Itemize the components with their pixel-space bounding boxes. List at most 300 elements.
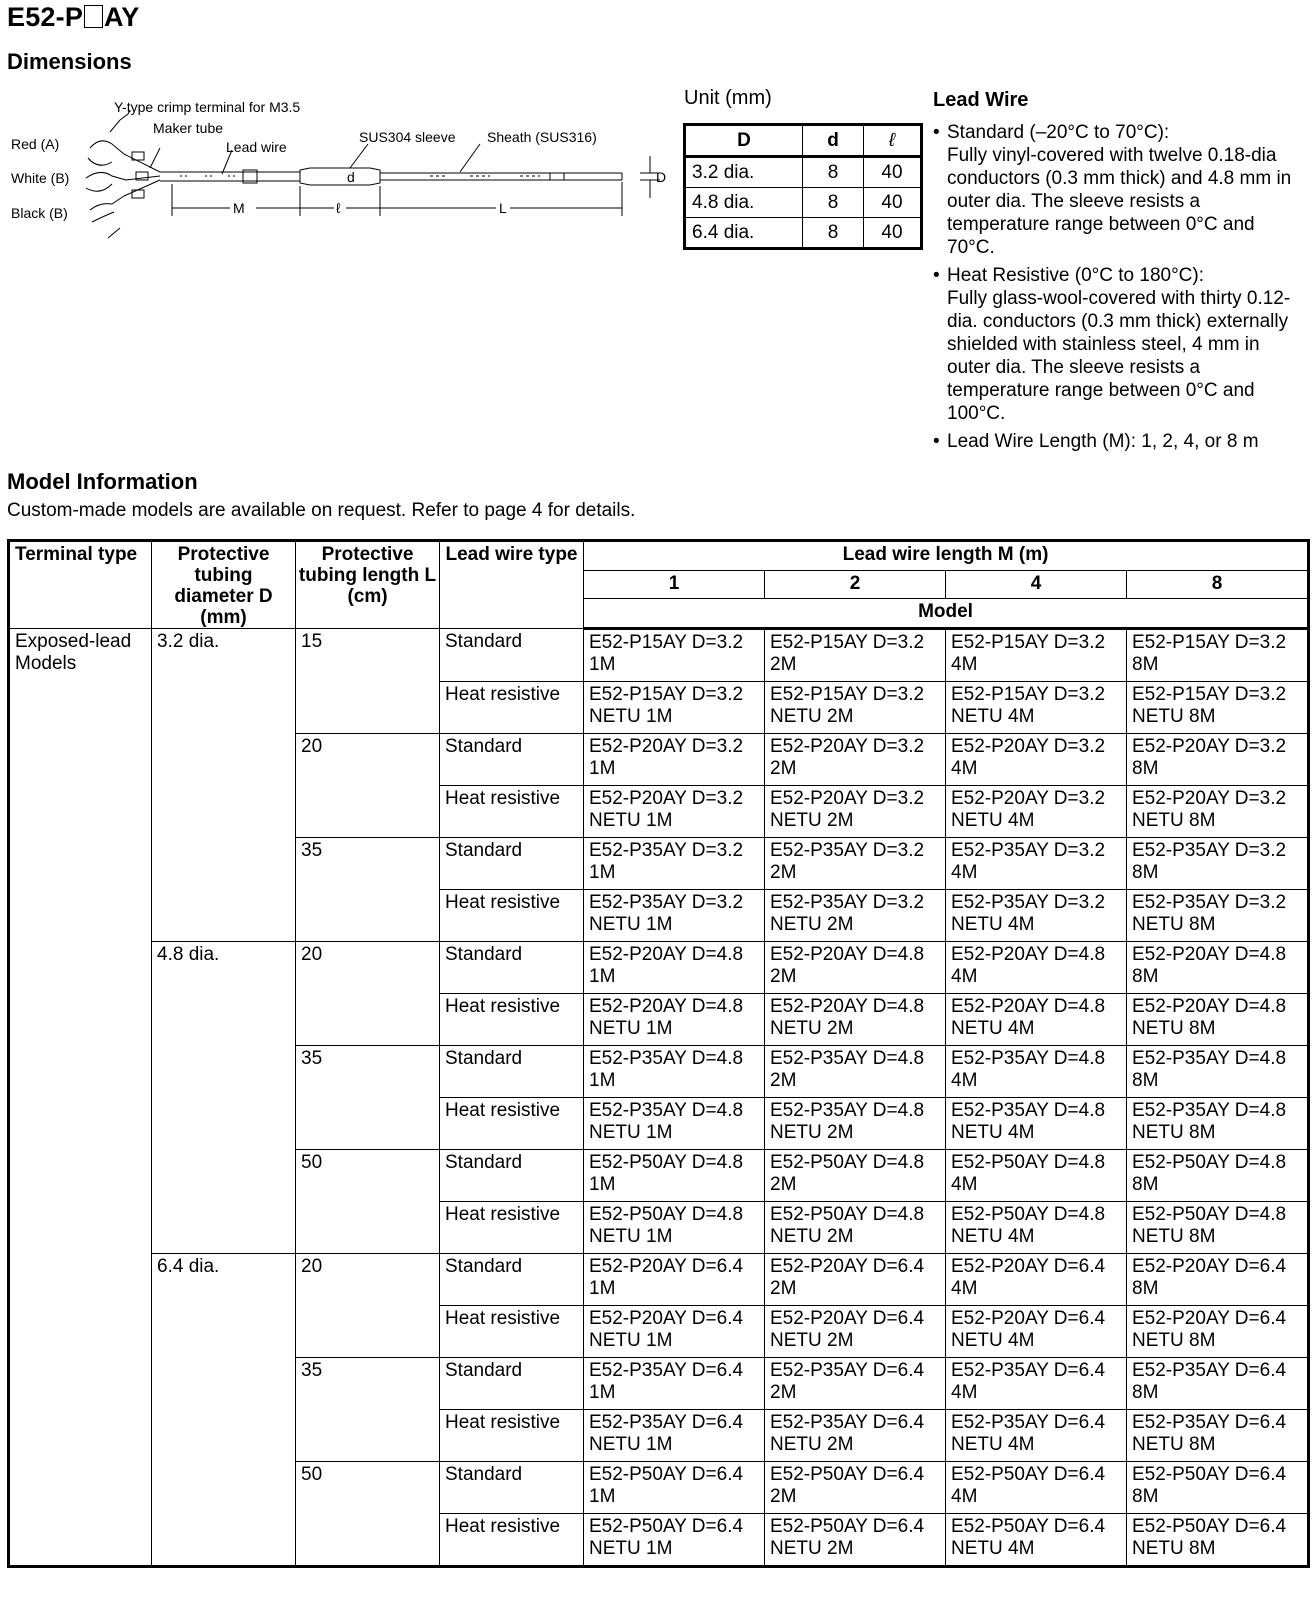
header-model: Model [584, 599, 1309, 629]
model-cell [946, 629, 1127, 682]
model-cell [584, 629, 765, 682]
model-code-line: E52-P20AY D=3.2 [951, 788, 1106, 809]
model-code-line: E52-P20AY D=3.2 [951, 736, 1106, 757]
model-suffix-line: NETU 8M [1132, 1538, 1216, 1559]
dim-d-label: d [347, 169, 355, 185]
model-code-line: E52-P50AY D=6.4 [589, 1464, 744, 1485]
model-suffix-line: NETU 4M [951, 706, 1035, 727]
model-cell [765, 1410, 946, 1462]
model-cell [1127, 1306, 1309, 1358]
model-suffix-line: NETU 1M [589, 914, 673, 935]
wire-type-cell: Standard [440, 734, 584, 786]
length-cell: 50 [296, 1462, 440, 1567]
diameter-cell: 6.4 dia. [152, 1254, 296, 1567]
model-suffix-line: 8M [1132, 966, 1159, 987]
model-suffix-line: NETU 8M [1132, 1226, 1216, 1247]
length-cell: 35 [296, 1358, 440, 1462]
model-code-line: E52-P20AY D=4.8 [770, 996, 925, 1017]
terminal-black-icon [90, 196, 124, 210]
model-suffix-line: 8M [1132, 1070, 1159, 1091]
model-cell [946, 890, 1127, 942]
table-row [9, 942, 1309, 994]
dim-bigL-label: L [499, 200, 507, 216]
model-suffix-line: 1M [589, 1486, 616, 1507]
model-suffix-line: NETU 8M [1132, 1122, 1216, 1143]
model-suffix-line: NETU 8M [1132, 1434, 1216, 1455]
model-code-line: E52-P20AY D=3.2 [770, 788, 925, 809]
model-cell [584, 734, 765, 786]
model-code-line: E52-P50AY D=4.8 [589, 1152, 744, 1173]
wire-type-cell: Standard [440, 1358, 584, 1410]
model-cell [584, 1514, 765, 1567]
header-terminal-type: Terminal type [9, 541, 152, 629]
model-suffix-line: NETU 2M [770, 1018, 854, 1039]
label-sheath: Sheath (SUS316) [487, 129, 597, 145]
dimension-table [683, 123, 923, 250]
model-suffix-line: NETU 8M [1132, 706, 1216, 727]
model-cell [1127, 890, 1309, 942]
model-cell [946, 1254, 1127, 1306]
diameter-cell: 4.8 dia. [152, 942, 296, 1254]
model-code-line: E52-P50AY D=6.4 [770, 1464, 925, 1485]
model-cell [765, 890, 946, 942]
model-suffix-line: NETU 8M [1132, 1018, 1216, 1039]
header-length-8: 8 [1127, 570, 1309, 599]
model-cell [765, 1254, 946, 1306]
model-cell [584, 1150, 765, 1202]
model-suffix-line: 1M [589, 1174, 616, 1195]
model-suffix-line: NETU 8M [1132, 1330, 1216, 1351]
model-suffix-line: 2M [770, 758, 797, 779]
lead-wire-heading: Lead Wire [933, 89, 1029, 111]
model-code-line: E52-P50AY D=6.4 [589, 1516, 744, 1537]
model-code-line: E52-P50AY D=4.8 [589, 1204, 744, 1225]
model-cell [946, 1306, 1127, 1358]
dim-cell: 6.4 dia. [685, 218, 803, 249]
header-length-2: 2 [765, 570, 946, 599]
model-cell [1127, 1462, 1309, 1514]
wire-type-cell: Standard [440, 838, 584, 890]
model-suffix-line: 8M [1132, 1486, 1159, 1507]
model-suffix-line: 8M [1132, 862, 1159, 883]
placeholder-box-icon [84, 5, 103, 28]
model-cell [584, 1046, 765, 1098]
terminal-type-cell: Exposed-lead Models [9, 629, 152, 1567]
model-suffix-line: 4M [951, 1278, 978, 1299]
model-suffix-line: NETU 4M [951, 810, 1035, 831]
model-cell [1127, 1514, 1309, 1567]
model-code-line: E52-P35AY D=4.8 [770, 1100, 925, 1121]
model-code-line: E52-P35AY D=6.4 [589, 1412, 744, 1433]
model-cell [765, 1098, 946, 1150]
length-cell: 50 [296, 1150, 440, 1254]
model-code-line: E52-P50AY D=6.4 [1132, 1516, 1287, 1537]
model-code-line: E52-P20AY D=4.8 [951, 944, 1106, 965]
length-cell: 20 [296, 734, 440, 838]
model-cell [765, 1046, 946, 1098]
model-suffix-line: NETU 1M [589, 706, 673, 727]
model-suffix-line: 1M [589, 1382, 616, 1403]
model-suffix-line: NETU 4M [951, 1018, 1035, 1039]
dim-header-D: D [685, 125, 803, 157]
model-code-line: E52-P15AY D=3.2 [589, 632, 744, 653]
wire-type-cell: Heat resistive [440, 1202, 584, 1254]
model-cell [1127, 1098, 1309, 1150]
model-code-line: E52-P20AY D=6.4 [770, 1308, 925, 1329]
model-code-line: E52-P50AY D=4.8 [951, 1204, 1106, 1225]
model-suffix-line: 2M [770, 1486, 797, 1507]
model-suffix-line: NETU 2M [770, 1122, 854, 1143]
model-cell [1127, 1046, 1309, 1098]
model-cell [765, 786, 946, 838]
model-suffix-line: NETU 1M [589, 810, 673, 831]
model-suffix-line: NETU 2M [770, 1330, 854, 1351]
model-cell [1127, 994, 1309, 1046]
model-cell [765, 629, 946, 682]
model-suffix-line: NETU 1M [589, 1018, 673, 1039]
model-code-line: E52-P20AY D=6.4 [1132, 1256, 1287, 1277]
model-code-line: E52-P50AY D=6.4 [951, 1464, 1106, 1485]
model-code-line: E52-P50AY D=4.8 [770, 1204, 925, 1225]
model-code-line: E52-P35AY D=3.2 [1132, 892, 1287, 913]
model-code-line: E52-P35AY D=6.4 [770, 1412, 925, 1433]
label-wire-black: Black (B) [11, 205, 68, 221]
model-suffix-line: NETU 4M [951, 1330, 1035, 1351]
model-cell [946, 1046, 1127, 1098]
model-cell [946, 1202, 1127, 1254]
lead-wire-item [933, 430, 1305, 453]
model-suffix-line: NETU 4M [951, 1226, 1035, 1247]
model-code-line: E52-P20AY D=6.4 [951, 1256, 1106, 1277]
lead-wire-item [933, 264, 1305, 425]
dim-bigD-label: D [656, 169, 667, 185]
model-cell [765, 734, 946, 786]
model-code-line: E52-P35AY D=6.4 [770, 1360, 925, 1381]
model-suffix-line: 4M [951, 966, 978, 987]
model-cell [584, 1462, 765, 1514]
model-suffix-line: 4M [951, 862, 978, 883]
model-code-line: E52-P20AY D=4.8 [589, 944, 744, 965]
wire-type-cell: Heat resistive [440, 1306, 584, 1358]
model-code-line: E52-P35AY D=4.8 [951, 1048, 1106, 1069]
label-sleeve: SUS304 sleeve [359, 129, 456, 145]
wire-type-cell: Heat resistive [440, 1410, 584, 1462]
model-code-line: E52-P20AY D=6.4 [589, 1308, 744, 1329]
model-suffix-line: 4M [951, 1174, 978, 1195]
model-code-line: E52-P35AY D=3.2 [589, 840, 744, 861]
wire-type-cell: Heat resistive [440, 1098, 584, 1150]
model-suffix-line: 4M [951, 654, 978, 675]
model-code-line: E52-P15AY D=3.2 [951, 632, 1106, 653]
model-cell [765, 1202, 946, 1254]
model-code-line: E52-P35AY D=6.4 [589, 1360, 744, 1381]
model-cell [946, 994, 1127, 1046]
label-lead-wire: Lead wire [226, 139, 287, 155]
model-cell [584, 942, 765, 994]
model-suffix-line: 8M [1132, 654, 1159, 675]
length-cell: 35 [296, 838, 440, 942]
lead-wire-item-title: Lead Wire Length (M): 1, 2, 4, or 8 m [947, 431, 1259, 452]
model-code-line: E52-P35AY D=4.8 [1132, 1048, 1287, 1069]
model-code-line: E52-P20AY D=4.8 [1132, 996, 1287, 1017]
header-lead-length: Lead wire length M (m) [584, 541, 1309, 571]
model-suffix-line: 1M [589, 1070, 616, 1091]
model-suffix-line: 2M [770, 1070, 797, 1091]
dim-row [685, 188, 922, 218]
length-cell: 15 [296, 629, 440, 734]
model-suffix-line: NETU 2M [770, 810, 854, 831]
model-code-line: E52-P35AY D=3.2 [1132, 840, 1287, 861]
page-title [7, 2, 139, 33]
header-length-4: 4 [946, 570, 1127, 599]
wire-type-cell: Standard [440, 1254, 584, 1306]
model-cell [584, 994, 765, 1046]
model-cell [765, 1358, 946, 1410]
model-cell [1127, 838, 1309, 890]
model-code-line: E52-P15AY D=3.2 [770, 684, 925, 705]
model-suffix-line: NETU 4M [951, 914, 1035, 935]
model-suffix-line: NETU 2M [770, 914, 854, 935]
model-code-line: E52-P20AY D=3.2 [1132, 736, 1287, 757]
model-code-line: E52-P20AY D=4.8 [951, 996, 1106, 1017]
model-cell [584, 1306, 765, 1358]
model-cell [584, 1202, 765, 1254]
wire-type-cell: Heat resistive [440, 682, 584, 734]
table-row [9, 1254, 1309, 1306]
dim-cell: 8 [803, 157, 864, 188]
title-suffix: AY [104, 2, 140, 32]
wire-type-cell: Standard [440, 1462, 584, 1514]
model-suffix-line: 8M [1132, 1278, 1159, 1299]
model-suffix-line: NETU 2M [770, 1538, 854, 1559]
model-cell [946, 838, 1127, 890]
model-suffix-line: 2M [770, 654, 797, 675]
model-cell [765, 1150, 946, 1202]
model-code-line: E52-P35AY D=4.8 [589, 1100, 744, 1121]
model-cell [946, 734, 1127, 786]
wire-type-cell: Heat resistive [440, 890, 584, 942]
model-cell [765, 1514, 946, 1567]
model-cell [946, 1462, 1127, 1514]
label-terminal: Y-type crimp terminal for M3.5 [114, 99, 301, 115]
model-code-line: E52-P35AY D=3.2 [951, 892, 1106, 913]
model-suffix-line: 8M [1132, 1174, 1159, 1195]
model-suffix-line: 4M [951, 758, 978, 779]
model-suffix-line: 1M [589, 758, 616, 779]
model-code-line: E52-P50AY D=6.4 [951, 1516, 1106, 1537]
header-diameter: Protective tubing diameter D (mm) [152, 541, 296, 629]
model-code-line: E52-P35AY D=3.2 [589, 892, 744, 913]
model-cell [584, 1098, 765, 1150]
model-suffix-line: 2M [770, 862, 797, 883]
model-suffix-line: 1M [589, 1278, 616, 1299]
model-code-line: E52-P50AY D=6.4 [770, 1516, 925, 1537]
model-suffix-line: NETU 8M [1132, 914, 1216, 935]
model-cell [1127, 942, 1309, 994]
model-cell [765, 1306, 946, 1358]
model-code-line: E52-P15AY D=3.2 [951, 684, 1106, 705]
model-code-line: E52-P15AY D=3.2 [589, 684, 744, 705]
model-info-heading: Model Information [7, 469, 198, 494]
model-suffix-line: 2M [770, 966, 797, 987]
length-cell: 35 [296, 1046, 440, 1150]
model-cell [946, 1098, 1127, 1150]
model-suffix-line: NETU 1M [589, 1434, 673, 1455]
model-suffix-line: 4M [951, 1070, 978, 1091]
lead-wire-item [933, 121, 1305, 259]
model-cell [946, 1514, 1127, 1567]
model-cell [946, 1150, 1127, 1202]
lead-wire-list [933, 121, 1305, 458]
model-cell [1127, 1410, 1309, 1462]
dim-cell: 40 [864, 218, 922, 249]
model-cell [584, 1410, 765, 1462]
header-wire-type: Lead wire type [440, 541, 584, 629]
model-suffix-line: NETU 4M [951, 1434, 1035, 1455]
model-cell [946, 786, 1127, 838]
model-info-subtitle: Custom-made models are available on request. Refer to page 4 for details. [7, 500, 636, 521]
dim-row [685, 157, 922, 188]
unit-label: Unit (mm) [684, 87, 772, 109]
dim-cell: 40 [864, 188, 922, 218]
model-code-line: E52-P35AY D=3.2 [770, 892, 925, 913]
model-code-line: E52-P15AY D=3.2 [1132, 632, 1287, 653]
model-code-line: E52-P20AY D=6.4 [951, 1308, 1106, 1329]
model-code-line: E52-P20AY D=4.8 [1132, 944, 1287, 965]
model-suffix-line: NETU 8M [1132, 810, 1216, 831]
model-cell [584, 682, 765, 734]
model-code-line: E52-P20AY D=4.8 [589, 996, 744, 1017]
model-code-line: E52-P20AY D=6.4 [1132, 1308, 1287, 1329]
model-cell [1127, 629, 1309, 682]
length-cell: 20 [296, 1254, 440, 1358]
dim-cell: 40 [864, 157, 922, 188]
dim-cell: 3.2 dia. [685, 157, 803, 188]
model-cell [1127, 1150, 1309, 1202]
model-suffix-line: NETU 2M [770, 1434, 854, 1455]
wire-type-cell: Heat resistive [440, 786, 584, 838]
model-cell [584, 786, 765, 838]
label-wire-white: White (B) [11, 170, 70, 186]
dim-row [685, 218, 922, 249]
dim-m-label: M [233, 200, 245, 216]
model-suffix-line: 8M [1132, 1382, 1159, 1403]
model-code-line: E52-P35AY D=6.4 [951, 1360, 1106, 1381]
model-suffix-line: NETU 1M [589, 1226, 673, 1247]
model-cell [1127, 1202, 1309, 1254]
dimension-diagram [0, 92, 680, 252]
model-code-line: E52-P35AY D=4.8 [770, 1048, 925, 1069]
lead-wire-item-title: Standard (–20°C to 70°C): [947, 122, 1170, 143]
model-cell [1127, 1358, 1309, 1410]
header-length: Protective tubing length L (cm) [296, 541, 440, 629]
model-cell [765, 942, 946, 994]
model-code-line: E52-P20AY D=3.2 [1132, 788, 1287, 809]
model-cell [765, 994, 946, 1046]
model-code-line: E52-P35AY D=4.8 [1132, 1100, 1287, 1121]
model-suffix-line: 1M [589, 966, 616, 987]
model-cell [946, 682, 1127, 734]
model-code-line: E52-P20AY D=3.2 [589, 736, 744, 757]
dim-cell: 8 [803, 218, 864, 249]
model-suffix-line: 2M [770, 1382, 797, 1403]
model-code-line: E52-P20AY D=4.8 [770, 944, 925, 965]
model-code-line: E52-P20AY D=6.4 [589, 1256, 744, 1277]
model-code-line: E52-P35AY D=3.2 [951, 840, 1106, 861]
wire-type-cell: Standard [440, 1046, 584, 1098]
model-suffix-line: 8M [1132, 758, 1159, 779]
model-cell [946, 1410, 1127, 1462]
model-cell [584, 890, 765, 942]
model-code-line: E52-P35AY D=3.2 [770, 840, 925, 861]
model-suffix-line: NETU 4M [951, 1122, 1035, 1143]
model-code-line: E52-P20AY D=3.2 [589, 788, 744, 809]
dim-header-l: ℓ [864, 125, 922, 157]
model-code-line: E52-P20AY D=3.2 [770, 736, 925, 757]
model-cell [946, 1358, 1127, 1410]
dim-cell: 8 [803, 188, 864, 218]
model-code-line: E52-P15AY D=3.2 [770, 632, 925, 653]
model-cell [584, 838, 765, 890]
model-code-line: E52-P15AY D=3.2 [1132, 684, 1287, 705]
model-code-line: E52-P35AY D=6.4 [1132, 1412, 1287, 1433]
label-maker-tube: Maker tube [153, 120, 224, 136]
model-table [7, 539, 1310, 1568]
wire-type-cell: Standard [440, 629, 584, 682]
lead-wire-item-title: Heat Resistive (0°C to 180°C): [947, 265, 1205, 286]
model-cell [1127, 786, 1309, 838]
model-suffix-line: 2M [770, 1174, 797, 1195]
model-code-line: E52-P50AY D=4.8 [770, 1152, 925, 1173]
model-suffix-line: 1M [589, 654, 616, 675]
lead-wire-item-detail: Fully vinyl-covered with twelve 0.18-dia conductors (0.3 mm thick) and 4.8 mm in outer dia. The sleeve resists a temperature range between 0°C and 70°C. [947, 145, 1292, 258]
model-suffix-line: NETU 1M [589, 1122, 673, 1143]
wire-type-cell: Standard [440, 1150, 584, 1202]
model-cell [1127, 682, 1309, 734]
dim-l-label: ℓ [336, 200, 341, 216]
model-code-line: E52-P35AY D=6.4 [951, 1412, 1106, 1433]
model-suffix-line: 2M [770, 1278, 797, 1299]
terminal-red-icon [90, 141, 124, 154]
model-code-line: E52-P50AY D=4.8 [1132, 1152, 1287, 1173]
model-code-line: E52-P50AY D=4.8 [951, 1152, 1106, 1173]
model-cell [765, 1462, 946, 1514]
header-length-1: 1 [584, 570, 765, 599]
model-code-line: E52-P20AY D=6.4 [770, 1256, 925, 1277]
wire-type-cell: Heat resistive [440, 1514, 584, 1567]
lead-wire-item-detail: Fully glass-wool-covered with thirty 0.12-dia. conductors (0.3 mm thick) externally shielded with stainless steel, 4 mm in outer dia. The sleeve resists a temperature range between 0°C and 100°C. [947, 288, 1291, 424]
model-suffix-line: NETU 1M [589, 1330, 673, 1351]
model-suffix-line: NETU 2M [770, 1226, 854, 1247]
dimensions-heading: Dimensions [7, 49, 132, 74]
title-prefix: E52-P [7, 2, 84, 32]
model-code-line: E52-P35AY D=4.8 [951, 1100, 1106, 1121]
diameter-cell: 3.2 dia. [152, 629, 296, 942]
model-cell [946, 942, 1127, 994]
model-code-line: E52-P35AY D=4.8 [589, 1048, 744, 1069]
terminal-white-icon [86, 172, 126, 180]
model-code-line: E52-P50AY D=6.4 [1132, 1464, 1287, 1485]
model-cell [584, 1254, 765, 1306]
model-suffix-line: NETU 4M [951, 1538, 1035, 1559]
dim-header-d: d [803, 125, 864, 157]
label-wire-red: Red (A) [11, 136, 60, 152]
model-cell [584, 1358, 765, 1410]
table-row [9, 629, 1309, 682]
length-cell: 20 [296, 942, 440, 1046]
model-suffix-line: NETU 2M [770, 706, 854, 727]
model-code-line: E52-P50AY D=4.8 [1132, 1204, 1287, 1225]
